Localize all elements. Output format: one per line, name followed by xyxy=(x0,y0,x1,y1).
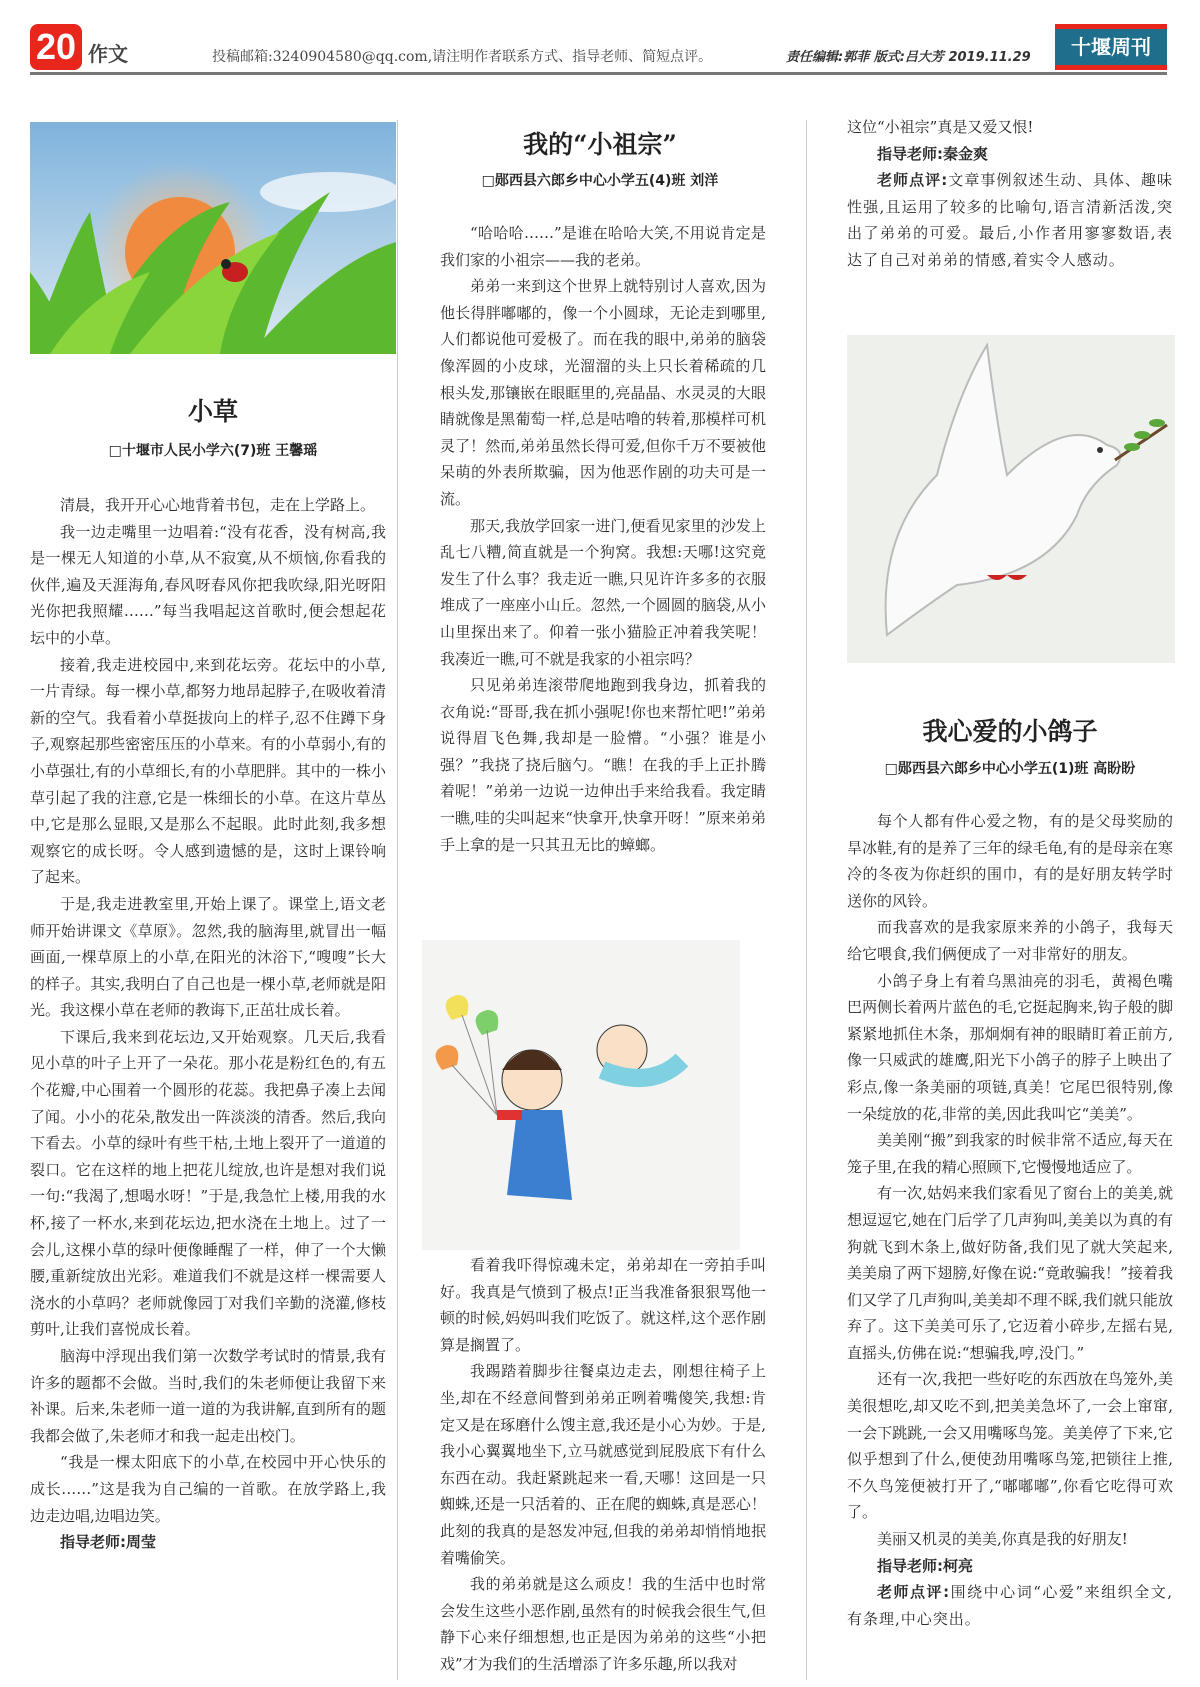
paragraph: 还有一次,我把一些好吃的东西放在鸟笼外,美美很想吃,却又吃不到,把美美急坏了,一会上窜窜,一会下跳跳,一会又用嘴啄鸟笼。美美停了下来,它似乎想到了什么,便使劲用嘴啄鸟笼,把锁往上推,不久鸟笼便被打开了,“嘟嘟嘟”,你看它吃得可欢了。 xyxy=(847,1370,1173,1522)
paragraph: 那天,我放学回家一进门,便看见家里的沙发上乱七八糟,简直就是一个狗窝。我想:天哪!这究竟发生了什么事？我走近一瞧,只见许许多多的衣服堆成了一座座小山丘。忽然,一个圆圆的脑袋,从小山里探出来了。仰着一张小猫脸正冲着我笑呢！我凑近一瞧,可不就是我家的小祖宗吗？ xyxy=(440,516,766,668)
article-title: 我的“小祖宗” xyxy=(523,130,677,159)
paragraph: 弟弟一来到这个世界上就特别讨人喜欢,因为他长得胖嘟嘟的，像一个小圆球，无论走到哪里,人们都说他可爱极了。而在我的眼中,弟弟的脑袋像浑圆的小皮球，光溜溜的头上只长着稀疏的几根头发,那镶嵌在眼眶里的,亮晶晶、水灵灵的大眼睛就像是黑葡萄一样,总是咕噜的转着,那模样可机灵了！然而,弟弟虽然长得可爱,但你千万不要被他呆萌的外表所欺骗，因为他恶作剧的功夫可是一流。 xyxy=(440,277,766,508)
article-body-continued xyxy=(440,1252,766,1678)
paragraph: 美丽又机灵的美美,你真是我的好朋友! xyxy=(877,1530,1128,1549)
teacher-credit: 指导老师:柯亮 xyxy=(877,1556,973,1575)
article-byline: □郧西县六郎乡中心小学五(1)班 高盼盼 xyxy=(884,761,1136,777)
page-header xyxy=(0,0,1200,80)
comment-label: 老师点评: xyxy=(877,171,949,190)
teacher-comment xyxy=(847,1579,1173,1632)
editor-info: 责任编辑:郭菲 版式:吕大芳 2019.11.29 xyxy=(786,50,1031,65)
article-title: 小草 xyxy=(187,397,238,426)
brand-logo: 十堰周刊 xyxy=(1055,24,1167,70)
comment-label: 老师点评: xyxy=(877,1583,951,1602)
paragraph: 下课后,我来到花坛边,又开始观察。几天后,我看见小草的叶子上开了一朵花。那小花是粉红色的,有五个花瓣,中心围着一个圆形的花蕊。我把鼻子凑上去闻了闻。小小的花朵,散发出一阵淡淡的清香。然后,我向下看去。小草的绿叶有些干枯,土地上裂开了一道道的裂口。它在这样的地上把花儿绽放,也许是想对我们说一句:“我渴了,想喝水呀！”于是,我急忙上楼,用我的水杯,接了一杯水,来到花坛边,把水浇在土地上。过了一会儿,这棵小草的绿叶便像睡醒了一样，伸了一个大懒腰,重新绽放出光彩。难道我们不就是这样一棵需要人浇水的小草吗？老师就像园丁对我们辛勤的浇灌,修枝剪叶,让我们喜悦成长着。 xyxy=(30,1027,386,1339)
section-name: 作文 xyxy=(88,42,128,66)
paragraph: 我踢踏着脚步往餐桌边走去，刚想往椅子上坐,却在不经意间瞥到弟弟正咧着嘴傻笑,我想:肯定又是在琢磨什么馊主意,我还是小心为妙。于是,我小心翼翼地坐下,立马就感觉到屁股底下有什么东西在动。我赶紧跳起来一看,天哪！这回是一只蜘蛛,还是一只活着的、正在爬的蜘蛛,真是恶心！此刻的我真的是怒发冲冠,但我的弟弟却悄悄地抿着嘴偷笑。 xyxy=(440,1362,766,1567)
article-byline: □十堰市人民小学六(7)班 王馨瑶 xyxy=(108,443,318,459)
paragraph: 有一次,姑妈来我们家看见了窗台上的美美,就想逗逗它,她在门后学了几声狗叫,美美以为真的有狗就飞到木条上,做好防备,我们见了就大笑起来,美美扇了两下翅膀,好像在说:“竟敢骗我！”接着我们又学了几声狗叫,美美却不理不睬,我们就只能放弃了。这下美美可乐了,它迈着小碎步,左摇右晃,直摇头,仿佛在说:“想骗我,哼,没门。” xyxy=(847,1184,1173,1362)
grass-ladybug-illustration xyxy=(30,122,396,354)
paragraph: 我一边走嘴里一边唱着:“没有花香，没有树高,我是一棵无人知道的小草,从不寂寞,从不烦恼,你看我的伙伴,遍及天涯海角,春风呀春风你把我吹绿,阳光呀阳光你把我照耀……”每当我唱起这首歌时,便会想起花坛中的小草。 xyxy=(30,522,386,647)
paragraph: “哈哈哈……”是谁在哈哈大笑,不用说肯定是我们家的小祖宗——我的老弟。 xyxy=(440,224,766,269)
paragraph: 只见弟弟连滚带爬地跑到我身边，抓着我的衣角说:“哥哥,我在抓小强呢!你也来帮忙吧!”弟弟说得眉飞色舞,我却是一脸懵。“小强？谁是小强？”我挠了挠后脑勺。“瞧！在我的手上正扑腾着呢！”弟弟一边说一边伸出手来给我看。我定睛一瞧,哇的尖叫起来“快拿开,快拿开呀！”原来弟弟手上拿的是一只其丑无比的蟑螂。 xyxy=(440,676,766,854)
article-title: 我心爱的小鸽子 xyxy=(922,717,1098,746)
paragraph: 我的弟弟就是这么顽皮！我的生活中也时常会发生这些小恶作剧,虽然有的时候我会很生气,但静下心来仔细想想,也正是因为弟弟的这些“小把戏”才为我们的生活增添了许多乐趣,所以我对 xyxy=(440,1575,766,1673)
column-divider xyxy=(806,120,807,1680)
paragraph: 这位“小祖宗”真是又爱又恨! xyxy=(847,118,1034,136)
submission-note: 投稿邮箱:3240904580@qq.com,请注明作者联系方式、指导老师、简短点评。 xyxy=(212,49,713,65)
paragraph: 于是,我走进教室里,开始上课了。课堂上,语文老师开始讲课文《草原》。忽然,我的脑海里,就冒出一幅画面,一棵草原上的小草,在阳光的沐浴下,“嗖嗖”长大的样子。其实,我明白了自己也是一棵小草,老师就是阳光。我这棵小草在老师的教诲下,正茁壮成长着。 xyxy=(30,894,386,1020)
dove-illustration xyxy=(847,335,1175,663)
paragraph: “我是一棵太阳底下的小草,在校园中开心快乐的成长……”这是我为自己编的一首歌。在放学路上,我边走边唱,边唱边笑。 xyxy=(30,1453,386,1525)
article-byline: □郧西县六郎乡中心小学五(4)班 刘洋 xyxy=(481,173,719,189)
paragraph: 看着我吓得惊魂未定，弟弟却在一旁拍手叫好。我真是气愤到了极点!正当我准备狠狠骂他一顿的时候,妈妈叫我们吃饭了。就这样,这个恶作剧算是搁置了。 xyxy=(440,1256,766,1354)
article-body xyxy=(847,808,1173,1632)
column-divider xyxy=(397,120,398,1680)
comment-text: 围绕中心词“心爱”来组织全文,有条理,中心突出。 xyxy=(847,1583,1174,1628)
teacher-comment xyxy=(847,167,1173,273)
page-number: 20 xyxy=(30,24,82,70)
paragraph: 接着,我走进校园中,来到花坛旁。花坛中的小草,一片青绿。每一棵小草,都努力地昂起脖子,在吸收着清新的空气。我看着小草挺拔向上的样子,忍不住蹲下身子,观察起那些密密压压的小草来。有的小草弱小,有的小草强壮,有的小草细长,有的小草肥胖。其中的一株小草引起了我的注意,它是一株细长的小草。在这片草丛中,它是那么显眼,又是那么不起眼。此时此刻,我多想观察它的成长呀。令人感到遗憾的是，这时上课铃响了起来。 xyxy=(30,655,386,887)
comment-text: 文章事例叙述生动、具体、趣味性强,且运用了较多的比喻句,语言清新活泼,突出了弟弟的可爱。最后,小作者用寥寥数语,表达了自己对弟弟的情感,着实令人感动。 xyxy=(847,171,1173,269)
paragraph: 美美刚“搬”到我家的时候非常不适应,每天在笼子里,在我的精心照顾下,它慢慢地适应了。 xyxy=(847,1131,1173,1176)
article-body-continued xyxy=(847,114,1173,274)
paragraph: 小鸽子身上有着乌黑油亮的羽毛，黄褐色嘴巴两侧长着两片蓝色的毛,它挺起胸来,钩子般的脚紧紧地抓住木条，那炯炯有神的眼睛盯着正前方,像一只威武的雄鹰,阳光下小鸽子的脖子上映出了彩点,像一条美丽的项链,真美！它尾巴很特别,像一朵绽放的花,非常的美,因此我叫它“美美”。 xyxy=(847,971,1173,1123)
article-body xyxy=(440,220,766,858)
paragraph: 清晨，我开开心心地背着书包，走在上学路上。 xyxy=(60,496,376,514)
article-body xyxy=(30,492,386,1556)
paragraph: 而我喜欢的是我家原来养的小鸽子，我每天给它喂食,我们俩便成了一对非常好的朋友。 xyxy=(847,918,1173,963)
paragraph: 脑海中浮现出我们第一次数学考试时的情景,我有许多的题都不会做。当时,我们的朱老师便让我留下来补课。后来,朱老师一道一道的为我讲解,直到所有的题我都会做了,朱老师才和我一起走出校门。 xyxy=(30,1347,386,1445)
header-rule xyxy=(30,72,1167,75)
teacher-credit: 指导老师:秦金爽 xyxy=(877,144,988,163)
paragraph: 每个人都有件心爱之物，有的是父母奖励的旱冰鞋,有的是养了三年的绿毛龟,有的是母亲在寒冷的冬夜为你赶织的围巾，有的是好朋友转学时送你的风铃。 xyxy=(847,812,1173,910)
teacher-credit: 指导老师:周莹 xyxy=(60,1533,156,1552)
children-balloons-illustration xyxy=(422,940,740,1250)
